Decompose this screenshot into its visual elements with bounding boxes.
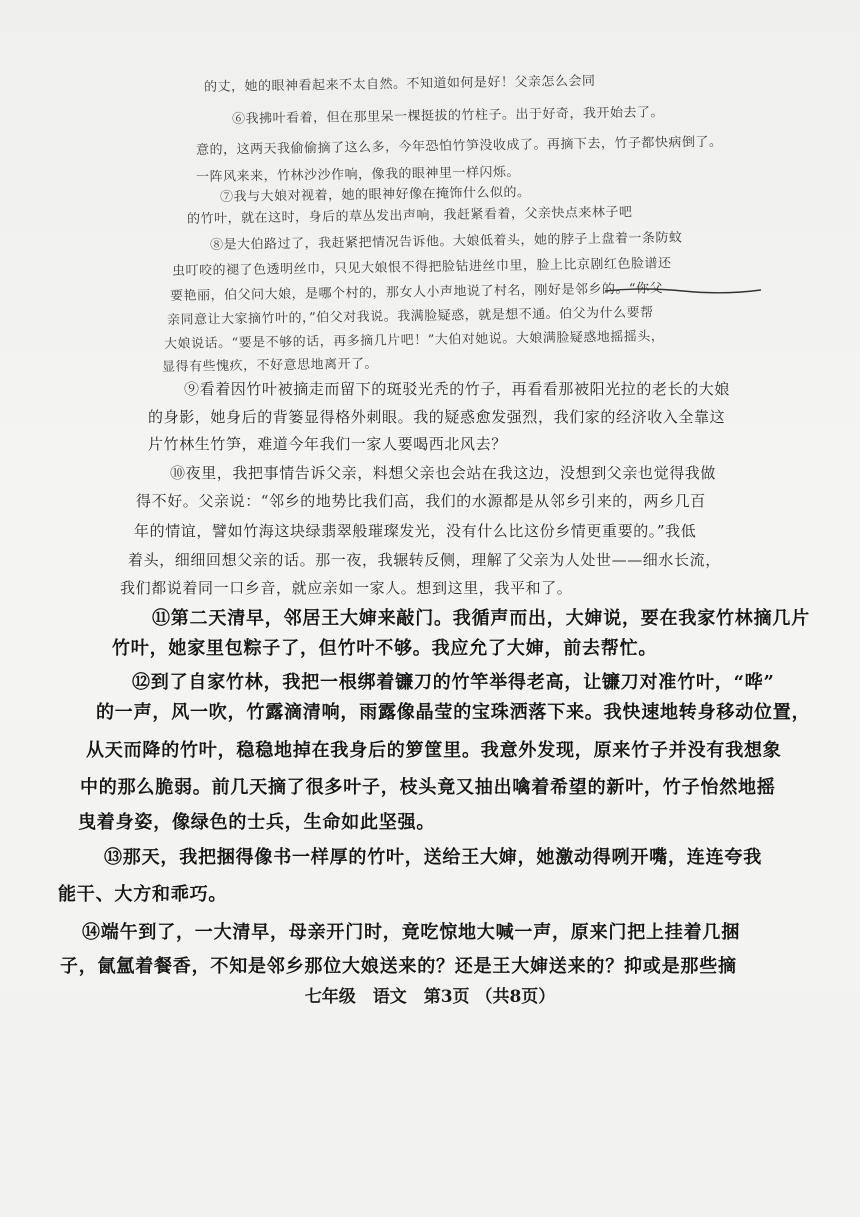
text-line: ⑨看着因竹叶被摘走而留下的斑驳光秃的竹子，再看看那被阳光拉的老长的大娘	[184, 380, 731, 398]
text-line: ⑧是大伯路过了，我赶紧把情况告诉他。大娘低着头，她的脖子上盘着一条防蚊	[209, 230, 683, 253]
text-line: 的一声，风一吹，竹露滴清响，雨露像晶莹的宝珠洒落下来。我快速地转身移动位置，	[96, 702, 811, 723]
text-line: 中的那么脆弱。前几天摘了很多叶子，枝头竟又抽出噙着希望的新叶，竹子怡然地摇	[80, 777, 776, 798]
text-line: 得不好。父亲说：“邻乡的地势比我们高，我们的水源都是从邻乡引来的，两乡几百	[136, 492, 706, 510]
text-line: 虫叮咬的褪了色透明丝巾，只见大娘恨不得把脸钻进丝巾里，脸上比京剧红色脸谱还	[171, 256, 672, 279]
text-line: 从天而降的竹叶，稳稳地掉在我身后的箩筐里。我意外发现，原来竹子并没有我想象	[86, 740, 782, 761]
text-line: 一阵风来来，竹林沙沙作响，像我的眼神里一样闪烁。	[195, 164, 521, 185]
text-line: 竹叶，她家里包粽子了，但竹叶不够。我应允了大婶，前去帮忙。	[112, 638, 658, 659]
text-line: 的身影，她身后的背篓显得格外刺眼。我的疑惑愈发强烈，我们家的经济收入全靠这	[148, 408, 726, 426]
text-line: ⑭端午到了，一大清早，母亲开门时，竟吃惊地大喊一声，原来门把上挂着几捆	[82, 922, 740, 943]
text-line: 的丈，她的眼神看起来不太自然。不知道如何是好！父亲怎么会同	[203, 73, 596, 95]
text-line: 要艳丽，伯父问大娘，是哪个村的，那女人小声地说了村名，刚好是邻乡的。“你父	[169, 281, 664, 304]
text-line: ⑦我与大娘对视着，她的眼神好像在掩饰什么似的。	[219, 185, 531, 205]
text-line: 亲同意让大家摘竹叶的，”伯父对我说。我满脸疑惑，就是想不通。伯父为什么要帮	[166, 305, 654, 328]
text-line: 我们都说着同一口乡音，就应亲如一家人。想到这里，我平和了。	[120, 579, 573, 597]
text-line: 意的，这两天我偷偷摘了这么多，今年恐怕竹笋没收成了。再摘下去，竹子都快病倒了。	[195, 134, 723, 158]
text-line: 着头，细细回想父亲的话。那一夜，我辗转反侧，理解了父亲为人处世——细水长流，	[128, 551, 721, 569]
text-line: 显得有些愧疚，不好意思地离开了。	[161, 356, 379, 375]
text-line: 年的情谊，譬如竹海这块绿翡翠般璀璨发光，没有什么比这份乡情更重要的。”我低	[134, 522, 697, 540]
text-line: 大娘说话。“要是不够的话，再多摘几片吧！”大伯对她说。大娘满脸疑惑地摇摇头，	[163, 329, 665, 352]
text-line: 曳着身姿，像绿色的士兵，生命如此坚强。	[78, 812, 436, 833]
page-footer: 七年级 语文 第3页 （共8页）	[304, 987, 556, 1007]
text-line: 能干、大方和乖巧。	[58, 884, 228, 905]
text-line: ⑬那天，我把捆得像书一样厚的竹叶，送给王大婶，她激动得咧开嘴，连连夸我	[104, 847, 762, 868]
text-line: ⑪第二天清早，邻居王大婶来敲门。我循声而出，大婶说，要在我家竹林摘几片	[152, 608, 810, 629]
text-line: ⑫到了自家竹林，我把一根绑着镰刀的竹竿举得老高，让镰刀对准竹叶，“哗”	[132, 672, 775, 693]
text-line: 片竹林生竹笋，难道今年我们一家人要喝西北风去？	[148, 435, 507, 453]
handwritten-underline	[603, 283, 763, 297]
text-line: ⑥我拂叶看着，但在那里呆一棵挺拔的竹柱子。出于好奇，我开始去了。	[231, 105, 665, 127]
text-line: 的竹叶，就在这时，身后的草丛发出声响，我赶紧看着，父亲快点来林子吧	[186, 205, 633, 227]
text-line: 子，氤氲着餐香，不知是邻乡那位大娘送来的？还是王大婶送来的？抑或是那些摘	[60, 956, 737, 977]
text-line: ⑩夜里，我把事情告诉父亲，料想父亲也会站在我这边，没想到父亲也觉得我做	[170, 464, 717, 482]
